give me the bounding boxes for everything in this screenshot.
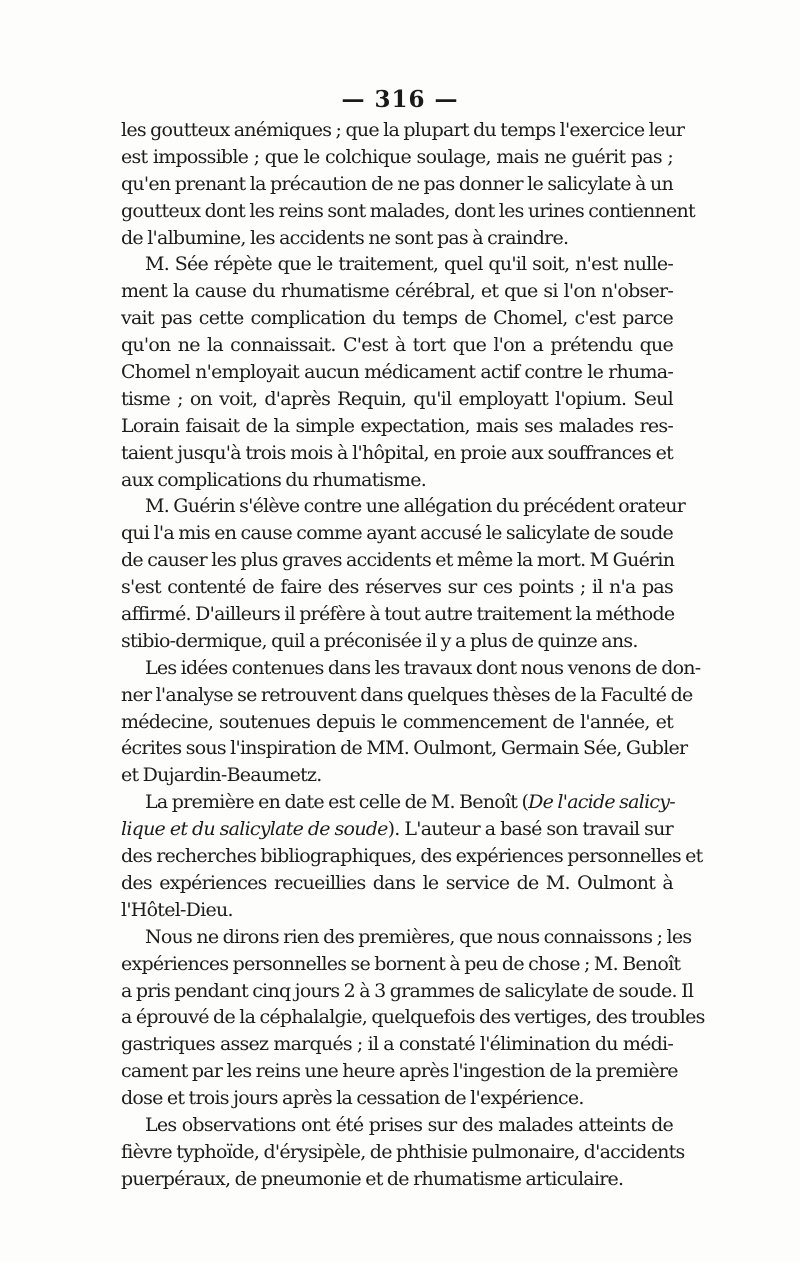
text-line: tisme ; on voit, d'après Requin, qu'il employatt l'opium. Seul [121,387,673,410]
text-line: l'Hôtel-Dieu. [121,898,233,921]
book-title-italic: De l'acide salicy- [528,791,675,814]
paragraph [121,1112,685,1193]
text-line: des expériences recueillies dans le service de M. Oulmont à [121,871,673,894]
text-line: vait pas cette complication du temps de Chomel, c'est parce [121,307,673,330]
text-line: stibio-dermique, quil a préconisée il y a plus de quinze ans. [121,629,638,652]
paragraph [121,789,703,923]
text-line: écrites sous l'inspiration de MM. Oulmont, Germain Sée, Gubler [121,737,688,760]
text-line [121,816,673,843]
text-line: cament par les reins une heure après l'ingestion de la première [121,1060,678,1083]
text-line: s'est contenté de faire des réserves sur ces points ; il n'a pas [121,576,673,599]
paragraph [121,924,705,1112]
page-number: — 316 — [341,86,459,113]
text-line: M. Guérin s'élève contre une allégation du précédent orateur [145,495,686,518]
text-line: goutteux dont les reins sont malades, dont les urines contiennent [121,199,695,222]
text-line: a éprouvé de la céphalalgie, quelquefois des vertiges, des troubles [121,1006,705,1029]
text-line: médecine, soutenues depuis le commencement de l'année, et [121,710,673,733]
text-line: Lorain faisait de la simple expectation, mais ses malades res- [121,414,673,437]
text-segment: ). L'auteur a basé son travail sur [387,818,673,841]
text-line: des recherches bibliographiques, des expériences personnelles et [121,845,703,868]
text-line: qu'on ne la connaissait. C'est à tort que l'on a prétendu que [121,334,673,357]
text-line: Nous ne dirons rien des premières, que nous connaissons ; les [145,925,692,948]
paragraph [121,655,701,789]
text-line: aux complications du rhumatisme. [121,468,426,491]
text-line: qu'en prenant la précaution de ne pas donner le salicylate à un [121,172,673,195]
text-line: est impossible ; que le colchique soulage, mais ne guérit pas ; [121,145,673,168]
text-segment: La première en date est celle de M. Benoît ( [145,791,529,814]
text-line: de l'albumine, les accidents ne sont pas à craindre. [121,226,569,249]
text-line: Les idées contenues dans les travaux dont nous venons de don- [145,656,701,679]
text-line: dose et trois jours après la cessation de l'expérience. [121,1087,584,1110]
text-line: Chomel n'employait aucun médicament actif contre le rhuma- [121,361,673,384]
text-line: et Dujardin-Beaumetz. [121,764,322,787]
text-line: affirmé. D'ailleurs il préfère à tout autre traitement la méthode [121,603,675,626]
text-line: les goutteux anémiques ; que la plupart du temps l'exercice leur [121,119,685,141]
text-line: taient jusqu'à trois mois à l'hôpital, en proie aux souffrances et [121,441,673,464]
book-title-italic: lique et du salicylate de soude [121,818,388,841]
text-line: a pris pendant cinq jours 2 à 3 grammes de salicylate de soude. Il [121,979,694,1002]
text-line: expériences personnelles se bornent à peu de chose ; M. Benoît [121,952,681,975]
text-line: ment la cause du rhumatisme cérébral, et que si l'on n'obser- [121,280,673,303]
paragraph [121,117,695,251]
body-text [121,117,705,1193]
text-line: de causer les plus graves accidents et même la mort. M Guérin [121,549,675,572]
paragraph [121,493,686,654]
text-line: fièvre typhoïde, d'érysipèle, de phthisie pulmonaire, d'accidents [121,1140,685,1163]
paragraph [121,251,673,493]
text-line: qui l'a mis en cause comme ayant accusé le salicylate de soude [121,522,673,545]
text-line: puerpéraux, de pneumonie et de rhumatisme articulaire. [121,1167,624,1190]
text-line [121,789,673,816]
text-line: ner l'analyse se retrouvent dans quelques thèses de la Faculté de [121,683,693,706]
text-line: M. Sée répète que le traitement, quel qu'il soit, n'est nulle- [145,253,673,276]
text-line: Les observations ont été prises sur des malades atteints de [145,1113,673,1136]
text-line: gastriques assez marqués ; il a constaté l'élimination du médi- [121,1033,673,1056]
